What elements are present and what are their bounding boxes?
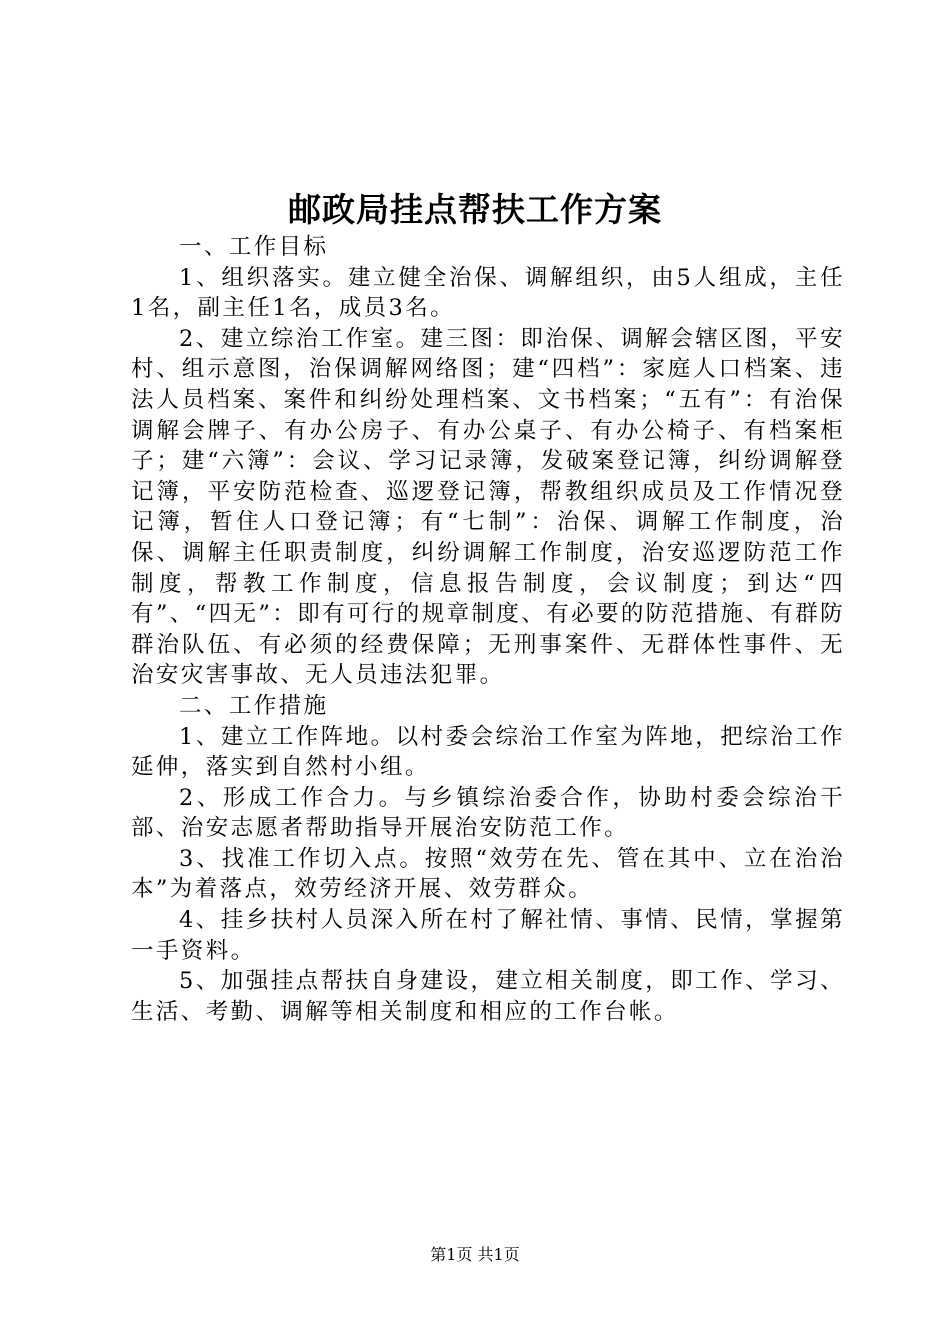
paragraph-measure-3: 3、找准工作切入点。按照“效劳在先、管在其中、立在治治本”为着落点，效劳经济开展、效劳群众。 bbox=[131, 845, 845, 903]
document-body bbox=[131, 232, 845, 1027]
paragraph-measure-1: 1、建立工作阵地。以村委会综治工作室为阵地，把综治工作延伸，落实到自然村小组。 bbox=[131, 723, 845, 781]
page-footer: 第1页 共1页 bbox=[430, 1245, 520, 1264]
section-heading-goals: 一、工作目标 bbox=[179, 234, 329, 260]
paragraph-measure-2: 2、形成工作合力。与乡镇综治委合作，协助村委会综治干部、治安志愿者帮助指导开展治安防范工作。 bbox=[131, 784, 845, 842]
paragraph-measure-5: 5、加强挂点帮扶自身建设，建立相关制度，即工作、学习、生活、考勤、调解等相关制度和相应的工作台帐。 bbox=[131, 968, 845, 1025]
paragraph-office: 2、建立综治工作室。建三图：即治保、调解会辖区图，平安村、组示意图，治保调解网络图；建“四档”：家庭人口档案、违法人员档案、案件和纠纷处理档案、文书档案；“五有”：有治保调解会牌子、有办公房子、有办公桌子、有办公椅子、有档案柜子；建“六簿”：会议、学习记录簿，发破案登记簿，纠纷调解登记簿，平安防范检查、巡逻登记簿，帮教组织成员及工作情况登记簿，暂住人口登记簿；有“七制”：治保、调解工作制度，治保、调解主任职责制度，纠纷调解工作制度，治安巡逻防范工作制度，帮教工作制度，信息报告制度，会议制度；到达“四有”、“四无”：即有可行的规章制度、有必要的防范措施、有群防群治队伍、有必须的经费保障；无刑事案件、无群体性事件、无治安灾害事故、无人员违法犯罪。 bbox=[131, 325, 846, 689]
paragraph-organization: 1、组织落实。建立健全治保、调解组织，由5人组成，主任1名，副主任1名，成员3名。 bbox=[131, 264, 845, 322]
section-heading-measures: 二、工作措施 bbox=[179, 692, 329, 719]
document-title: 邮政局挂点帮扶工作方案 bbox=[288, 190, 662, 229]
paragraph-measure-4: 4、挂乡扶村人员深入所在村了解社情、事情、民情，掌握第一手资料。 bbox=[131, 907, 845, 964]
